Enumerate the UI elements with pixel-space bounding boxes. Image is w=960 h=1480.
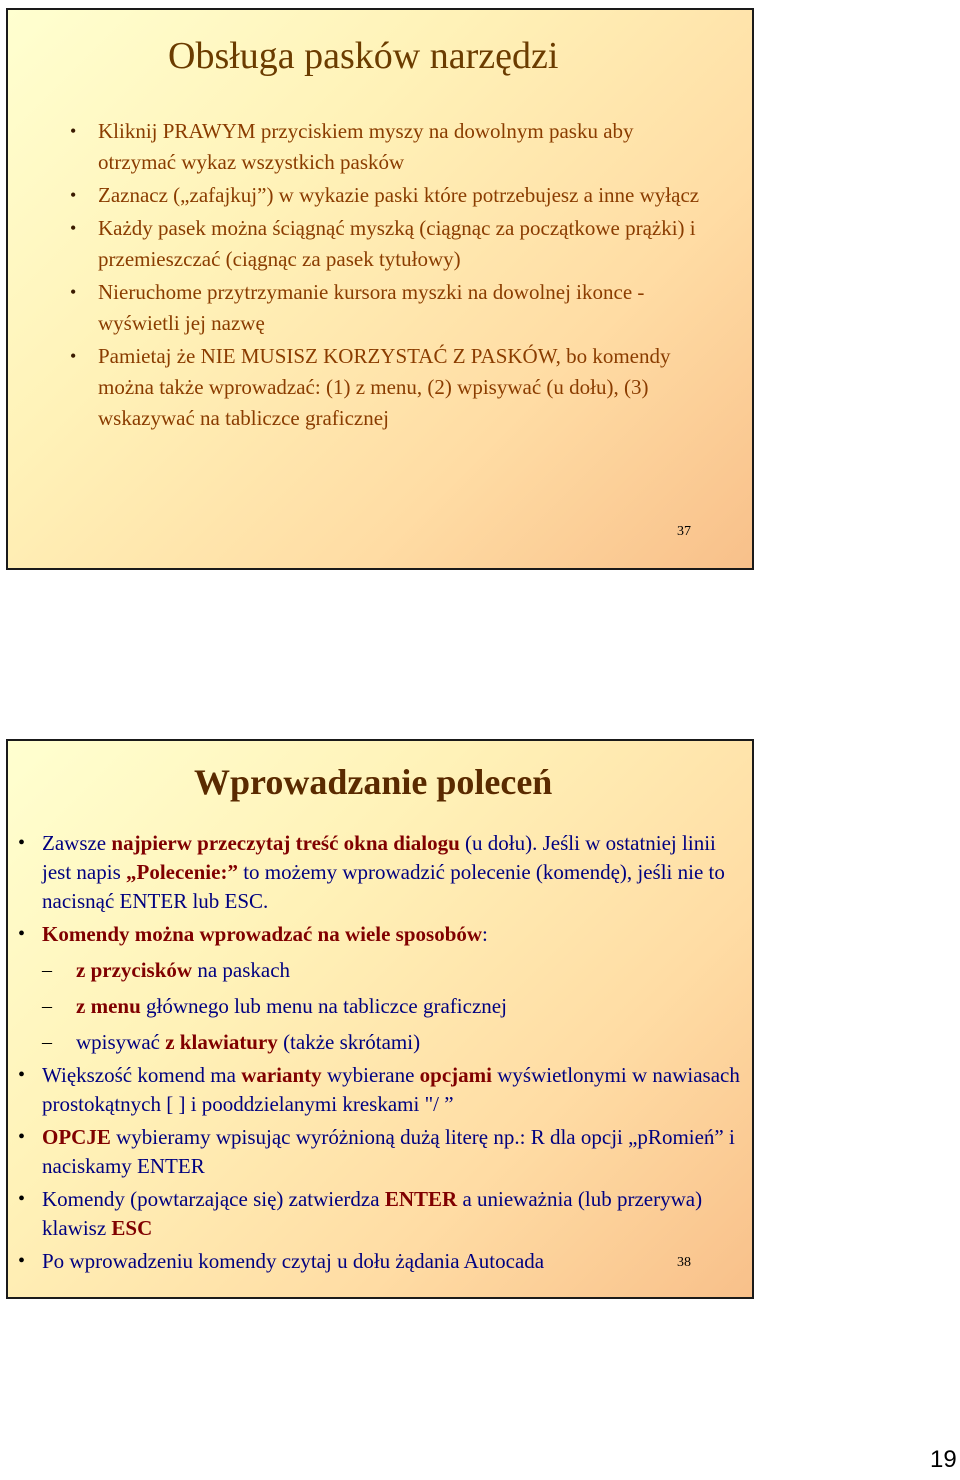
bullet-emphasis: najpierw przeczytaj treść okna dialogu [111,831,460,855]
bullet-emphasis: ESC [111,1216,153,1240]
bullet-item [18,1185,750,1243]
bullet-emphasis: z przycisków [76,958,193,982]
bullet-emphasis: ENTER [384,1187,458,1211]
bullet-text: to możemy wprowadzić polecenie (komendę), jeśli nie to nacisnąć ENTER lub ESC. [42,860,725,913]
bullet-item [18,829,750,916]
bullet-item [18,1061,750,1119]
bullet-item [18,1123,750,1181]
bullet-emphasis: opcjami [419,1063,492,1087]
bullet-text: Zawsze [42,831,112,855]
slide-37 [6,8,754,570]
bullet-emphasis: Komendy można wprowadzać na wiele sposobów [42,922,483,946]
bullet-emphasis: z klawiatury [165,1030,278,1054]
bullet-text: (u dołu). Jeśli w ostatniej linii jest napis [42,831,716,884]
bullet-text: a unieważnia (lub przerywa) klawisz [42,1187,703,1240]
bullet-text: wybieramy wpisując wyróżnioną dużą literę np.: R dla opcji „pRomień” i naciskamy ENTER [42,1125,735,1178]
bullet-emphasis: „Polecenie:” [126,860,238,884]
bullet-item: • Nieruchome przytrzymanie kursora myszki na dowolnej ikonce - wyświetli jej nazwę [70,277,710,339]
sub-bullet-item [18,1028,750,1057]
slide-page-number: 37 [677,524,691,539]
bullet-text: wyświetlonymi w nawiasach prostokątnych [ ] i pooddzielanymi kreskami "/ ” [42,1063,740,1116]
sub-bullet-item [18,992,750,1021]
bullet-text: na paskach [192,958,291,982]
bullet-list [18,829,750,1276]
bullet-item: • Każdy pasek można ściągnąć myszką (ciągnąc za początkowe prążki) i przemieszczać (ciągnąc za pasek tytułowy) [70,213,710,275]
bullet-list [70,116,710,434]
bullet-emphasis: OPCJE [42,1125,111,1149]
bullet-text: : [482,922,488,946]
bullet-item: • Kliknij PRAWYM przyciskiem myszy na dowolnym pasku aby otrzymać wykaz wszystkich pasków [70,116,710,178]
bullet-item: • Zaznacz („zafajkuj”) w wykazie paski które potrzebujesz a inne wyłącz [70,180,710,211]
sub-bullet-item [18,956,750,985]
bullet-text: głównego lub menu na tabliczce graficznej [140,994,507,1018]
bullet-item [18,1247,750,1276]
slide-38 [6,739,754,1299]
bullet-item [18,920,750,949]
bullet-text: Komendy (powtarzające się) zatwierdza [42,1187,385,1211]
slide-page-number: 38 [677,1255,691,1270]
slide-title: Obsługa pasków narzędzi [168,35,559,77]
bullet-text: wybierane [321,1063,420,1087]
bullet-item: • Pamietaj że NIE MUSISZ KORZYSTAĆ Z PASKÓW, bo komendy można także wprowadzać: (1) z menu, (2) wpisywać (u dołu), (3) wskazywać na tabliczce graficznej [70,341,710,434]
bullet-text: Większość komend ma [42,1063,242,1087]
bullet-text: wpisywać [76,1030,166,1054]
bullet-emphasis: warianty [241,1063,322,1087]
bullet-emphasis: z menu [76,994,141,1018]
document-page-number: 19 [930,1446,957,1473]
bullet-text: (także skrótami) [277,1030,421,1054]
slide-title: Wprowadzanie poleceń [194,762,553,802]
bullet-text: Po wprowadzeniu komendy czytaj u dołu żądania Autocada [42,1249,545,1273]
